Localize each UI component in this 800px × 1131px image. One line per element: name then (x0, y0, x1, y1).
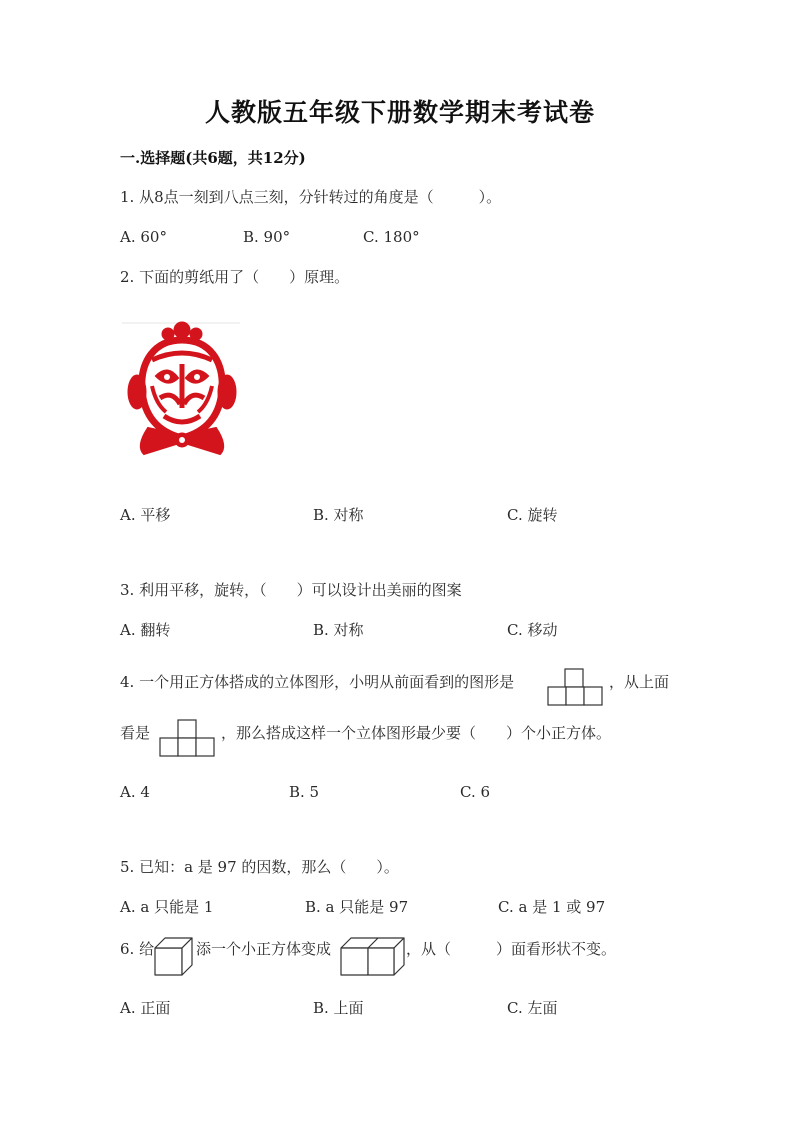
front-view-figure (547, 668, 605, 706)
question-6-text-part1: 6. 给 (120, 940, 155, 958)
question-3-option-c[interactable]: C. 移动 (507, 621, 558, 639)
single-cube-figure (154, 937, 194, 977)
top-view-figure (159, 719, 217, 757)
question-4-option-a[interactable]: A. 4 (120, 783, 150, 801)
question-2-option-c[interactable]: C. 旋转 (507, 506, 558, 524)
question-6-text-part3: ，从（ ）面看形状不变。 (406, 940, 617, 958)
question-1: 1. 从8点一刻到八点三刻，分针转过的角度是（ ）。 (120, 188, 502, 206)
question-2-option-b[interactable]: B. 对称 (313, 506, 364, 524)
question-5-option-c[interactable]: C. a 是 1 或 97 (498, 898, 606, 916)
question-4-option-c[interactable]: C. 6 (460, 783, 491, 801)
question-1-option-b[interactable]: B. 90° (243, 228, 291, 246)
question-1-option-a[interactable]: A. 60° (120, 228, 167, 246)
question-5: 5. 已知：a 是 97 的因数，那么（ ）。 (120, 858, 399, 876)
question-1-option-c[interactable]: C. 180° (363, 228, 420, 246)
question-4-text-part1: 4. 一个用正方体搭成的立体图形，小明从前面看到的图形是 (120, 673, 515, 691)
question-2: 2. 下面的剪纸用了（ ）原理。 (120, 268, 350, 286)
question-4-option-b[interactable]: B. 5 (289, 783, 320, 801)
question-6-text-part2: 添一个小正方体变成 (196, 940, 332, 958)
page-title: 人教版五年级下册数学期末考试卷 (204, 98, 595, 127)
question-4-text-part4: ，那么搭成这样一个立体图形最少要（ ）个小正方体。 (221, 724, 612, 742)
question-5-option-a[interactable]: A. a 只能是 1 (120, 898, 214, 916)
question-4-text-part3: 看是 (120, 724, 151, 742)
question-2-option-a[interactable]: A. 平移 (120, 506, 171, 524)
paper-cut-mask-image (120, 320, 244, 460)
question-5-option-b[interactable]: B. a 只能是 97 (305, 898, 409, 916)
question-3-option-b[interactable]: B. 对称 (313, 621, 364, 639)
question-6-option-a[interactable]: A. 正面 (120, 999, 171, 1017)
question-3: 3. 利用平移，旋转，（ ）可以设计出美丽的图案 (120, 581, 462, 599)
question-4-text-part2: ，从上面 (609, 673, 670, 691)
question-3-option-a[interactable]: A. 翻转 (120, 621, 171, 639)
question-6-option-c[interactable]: C. 左面 (507, 999, 558, 1017)
two-cubes-figure (340, 937, 406, 977)
question-6-option-b[interactable]: B. 上面 (313, 999, 364, 1017)
section-heading: 一.选择题(共6题，共12分) (120, 149, 306, 167)
